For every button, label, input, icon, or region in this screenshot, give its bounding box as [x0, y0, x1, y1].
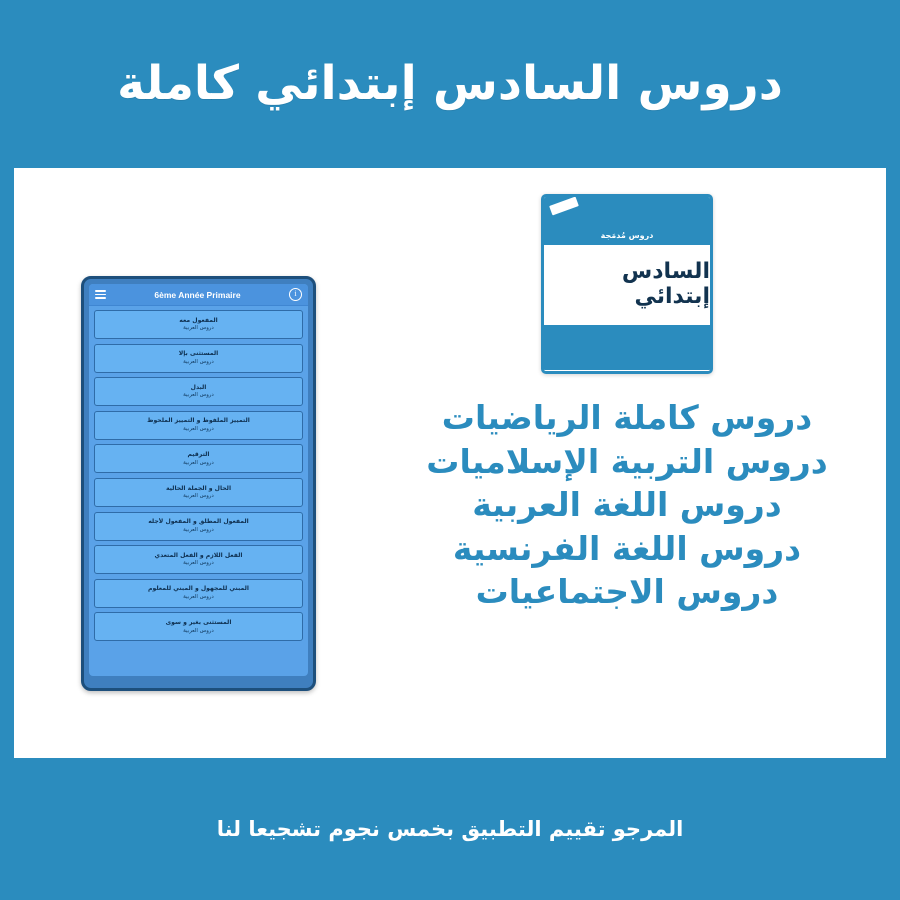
app-icon-middle [544, 245, 710, 323]
list-item[interactable] [94, 512, 303, 541]
phone-screen [89, 284, 308, 676]
list-item-title: المستثنى بإلا [178, 350, 219, 358]
list-item-title: الفعل اللازم و الفعل المتعدي [154, 551, 243, 559]
footer [0, 758, 900, 900]
list-item-title: المفعول المطلق و المفعول لأجله [148, 518, 249, 526]
lessons-list[interactable] [89, 306, 308, 676]
feature-item: دروس اللغة الفرنسية [452, 528, 802, 568]
list-item[interactable] [94, 411, 303, 440]
footer-text: المرجو تقييم التطبيق بخمس نجوم تشجيعا لنا [216, 817, 684, 841]
list-item[interactable] [94, 545, 303, 574]
list-item[interactable] [94, 310, 303, 339]
app-bar-title: 6ème Année Primaire [154, 289, 241, 300]
list-item-subtitle: دروس العربية [183, 426, 214, 433]
list-item[interactable] [94, 612, 303, 641]
ribbon-icon [549, 197, 579, 216]
feature-item: دروس اللغة العربية [472, 485, 782, 525]
page-title: دروس السادس إبتدائي كاملة [117, 56, 783, 112]
list-item-subtitle: دروس العربية [183, 560, 214, 567]
app-icon-top-label: دروس مُدمَجة [600, 231, 654, 240]
list-item-title: الترقيم [187, 451, 210, 459]
list-item[interactable] [94, 478, 303, 507]
list-item-subtitle: دروس العربية [183, 358, 214, 365]
app-icon-main-label: السادس إبتدائي [621, 259, 710, 309]
list-item-subtitle: دروس العربية [183, 594, 214, 601]
list-item-title: التمييز الملفوظ و التمييز الملحوظ [147, 417, 250, 425]
list-item-subtitle: دروس العربية [183, 627, 214, 634]
list-item[interactable] [94, 579, 303, 608]
list-item[interactable] [94, 444, 303, 473]
list-item[interactable] [94, 377, 303, 406]
list-item-title: البدل [190, 383, 207, 391]
list-item-title: المبني للمجهول و المبني للمعلوم [148, 585, 249, 593]
phone-mockup [81, 276, 316, 691]
list-item[interactable] [94, 344, 303, 373]
hamburger-icon[interactable] [95, 290, 106, 299]
feature-item: دروس التربية الإسلاميات [426, 441, 828, 481]
list-item-title: المفعول معه [179, 316, 218, 324]
list-item-subtitle: دروس العربية [183, 325, 214, 332]
app-icon [541, 194, 713, 374]
app-icon-bottom [544, 323, 710, 370]
list-item-title: المستثنى بغير و سوى [165, 619, 232, 627]
feature-item: دروس كاملة الرياضيات [441, 398, 813, 437]
header [0, 0, 900, 168]
list-item-subtitle: دروس العربية [183, 526, 214, 533]
list-item-subtitle: دروس العربية [183, 459, 214, 466]
list-item-title: الحال و الجملة الحالية [165, 484, 232, 492]
app-bar [89, 284, 308, 306]
list-item-subtitle: دروس العربية [183, 392, 214, 399]
list-item-subtitle: دروس العربية [183, 493, 214, 500]
info-icon[interactable]: i [289, 288, 302, 301]
app-icon-top [544, 197, 710, 245]
feature-list [392, 396, 862, 614]
content-card [14, 168, 886, 758]
feature-item: دروس الاجتماعيات [475, 572, 779, 612]
